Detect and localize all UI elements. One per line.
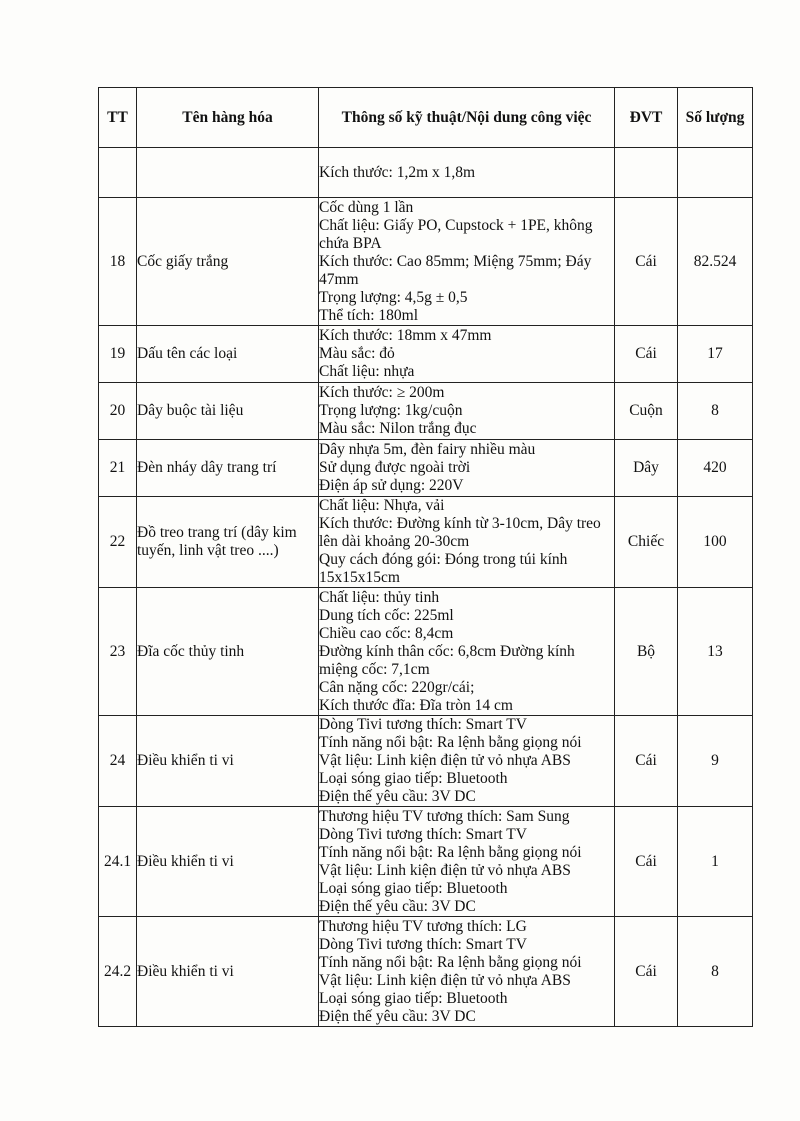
- table-row: [99, 917, 753, 1027]
- header-tt: TT: [99, 88, 137, 148]
- cell-spec: [319, 198, 615, 326]
- table-row: [99, 807, 753, 917]
- cell-tt: 24.1: [99, 807, 137, 917]
- spec-line: Kích thước: 18mm x 47mm: [319, 327, 492, 344]
- table-row: [99, 440, 753, 497]
- spec-line: Kích thước: Cao 85mm; Miệng 75mm; Đáy 47mm: [319, 252, 592, 288]
- table-row: [99, 588, 753, 716]
- cell-name: Dấu tên các loại: [137, 326, 319, 383]
- spec-line: Thương hiệu TV tương thích: LG: [319, 917, 527, 935]
- cell-unit: Cuộn: [615, 383, 678, 440]
- spec-line: Thể tích: 180ml: [319, 306, 419, 324]
- cell-unit: Cái: [615, 917, 678, 1027]
- spec-line: Kích thước: 1,2m x 1,8m: [319, 163, 476, 181]
- cell-spec: [319, 716, 615, 807]
- table-row: [99, 198, 753, 326]
- cell-qty: 13: [678, 588, 753, 716]
- spec-line: Vật liệu: Linh kiện điện tử vỏ nhựa ABS: [319, 752, 571, 769]
- spec-line: Điện thế yêu cầu: 3V DC: [319, 1007, 476, 1025]
- cell-tt: 21: [99, 440, 137, 497]
- spec-line: Loại sóng giao tiếp: Bluetooth: [319, 879, 508, 897]
- spec-line: Dây nhựa 5m, đèn fairy nhiều màu: [319, 441, 536, 458]
- spec-line: Tính năng nổi bật: Ra lệnh bằng giọng nói: [319, 953, 582, 971]
- cell-tt: [99, 148, 137, 198]
- cell-spec: [319, 440, 615, 497]
- spec-line: Tính năng nổi bật: Ra lệnh bằng giọng nói: [319, 734, 582, 751]
- cell-tt: 18: [99, 198, 137, 326]
- spec-line: Quy cách đóng gói: Đóng trong túi kính 15x15x15cm: [319, 551, 568, 586]
- spec-line: Chiều cao cốc: 8,4cm: [319, 624, 454, 642]
- header-qty: Số lượng: [678, 88, 753, 148]
- cell-name: Điều khiển ti vi: [137, 807, 319, 917]
- cell-qty: 17: [678, 326, 753, 383]
- cell-qty: 420: [678, 440, 753, 497]
- cell-unit: Dây: [615, 440, 678, 497]
- spec-line: Sử dụng được ngoài trời: [319, 459, 471, 476]
- spec-line: Chất liệu: thủy tinh: [319, 588, 440, 606]
- spec-line: Dòng Tivi tương thích: Smart TV: [319, 825, 527, 843]
- cell-tt: 19: [99, 326, 137, 383]
- cell-tt: 24: [99, 716, 137, 807]
- spec-line: Trọng lượng: 1kg/cuộn: [319, 402, 463, 419]
- cell-name: Điều khiển ti vi: [137, 716, 319, 807]
- spec-line: Cân nặng cốc: 220gr/cái;: [319, 678, 475, 696]
- spec-line: Màu sắc: đỏ: [319, 345, 395, 362]
- cell-spec: [319, 383, 615, 440]
- cell-name: Điều khiển ti vi: [137, 917, 319, 1027]
- cell-name: Đĩa cốc thủy tinh: [137, 588, 319, 716]
- spec-line: Chất liệu: Giấy PO, Cupstock + 1PE, không chứa BPA: [319, 216, 593, 252]
- spec-line: Trọng lượng: 4,5g ± 0,5: [319, 288, 468, 306]
- cell-tt: 20: [99, 383, 137, 440]
- cell-qty: 1: [678, 807, 753, 917]
- spec-line: Thương hiệu TV tương thích: Sam Sung: [319, 807, 570, 825]
- spec-line: Chất liệu: nhựa: [319, 363, 415, 380]
- cell-qty: 100: [678, 497, 753, 588]
- table-header-row: [99, 88, 753, 148]
- spec-line: Dòng Tivi tương thích: Smart TV: [319, 935, 527, 953]
- spec-line: Dung tích cốc: 225ml: [319, 606, 454, 624]
- cell-tt: 22: [99, 497, 137, 588]
- spec-line: Điện thế yêu cầu: 3V DC: [319, 897, 476, 915]
- spec-line: Tính năng nổi bật: Ra lệnh bằng giọng nói: [319, 843, 582, 861]
- cell-unit: [615, 148, 678, 198]
- spec-line: Đường kính thân cốc: 6,8cm Đường kính miệng cốc: 7,1cm: [319, 642, 575, 678]
- spec-line: Chất liệu: Nhựa, vải: [319, 497, 445, 514]
- spec-line: Loại sóng giao tiếp: Bluetooth: [319, 770, 508, 787]
- table-row: [99, 716, 753, 807]
- cell-name: [137, 148, 319, 198]
- spec-line: Kích thước: Đường kính từ 3-10cm, Dây treo lên dài khoảng 20-30cm: [319, 515, 601, 550]
- cell-name: Cốc giấy trắng: [137, 198, 319, 326]
- header-name: Tên hàng hóa: [137, 88, 319, 148]
- spec-line: Vật liệu: Linh kiện điện tử vỏ nhựa ABS: [319, 971, 571, 989]
- table-row: [99, 326, 753, 383]
- cell-spec: [319, 497, 615, 588]
- cell-spec: [319, 326, 615, 383]
- spec-line: Dòng Tivi tương thích: Smart TV: [319, 716, 527, 733]
- spec-line: Điện thế yêu cầu: 3V DC: [319, 788, 476, 805]
- table-row: [99, 383, 753, 440]
- table-row: [99, 497, 753, 588]
- cell-name: Dây buộc tài liệu: [137, 383, 319, 440]
- cell-qty: 8: [678, 383, 753, 440]
- cell-unit: Cái: [615, 807, 678, 917]
- cell-unit: Cái: [615, 326, 678, 383]
- table-body: [99, 148, 753, 1027]
- cell-unit: Bộ: [615, 588, 678, 716]
- spec-line: Cốc dùng 1 lần: [319, 198, 414, 216]
- goods-spec-table: [98, 87, 753, 1027]
- cell-unit: Chiếc: [615, 497, 678, 588]
- spec-line: Loại sóng giao tiếp: Bluetooth: [319, 989, 508, 1007]
- spec-line: Điện áp sử dụng: 220V: [319, 477, 464, 494]
- spec-line: Kích thước: ≥ 200m: [319, 384, 445, 401]
- header-unit: ĐVT: [615, 88, 678, 148]
- cell-qty: 82.524: [678, 198, 753, 326]
- cell-qty: 8: [678, 917, 753, 1027]
- header-spec: Thông số kỹ thuật/Nội dung công việc: [319, 88, 615, 148]
- cell-unit: Cái: [615, 198, 678, 326]
- cell-qty: 9: [678, 716, 753, 807]
- table-row: [99, 148, 753, 198]
- cell-unit: Cái: [615, 716, 678, 807]
- cell-qty: [678, 148, 753, 198]
- cell-name: Đồ treo trang trí (dây kim tuyến, linh vật treo ....): [137, 497, 319, 588]
- cell-tt: 23: [99, 588, 137, 716]
- spec-line: Vật liệu: Linh kiện điện tử vỏ nhựa ABS: [319, 861, 571, 879]
- spec-line: Kích thước đĩa: Đĩa tròn 14 cm: [319, 696, 513, 714]
- cell-tt: 24.2: [99, 917, 137, 1027]
- cell-spec: [319, 148, 615, 198]
- cell-spec: [319, 588, 615, 716]
- spec-line: Màu sắc: Nilon trắng đục: [319, 420, 477, 437]
- cell-spec: [319, 807, 615, 917]
- cell-name: Đèn nháy dây trang trí: [137, 440, 319, 497]
- cell-spec: [319, 917, 615, 1027]
